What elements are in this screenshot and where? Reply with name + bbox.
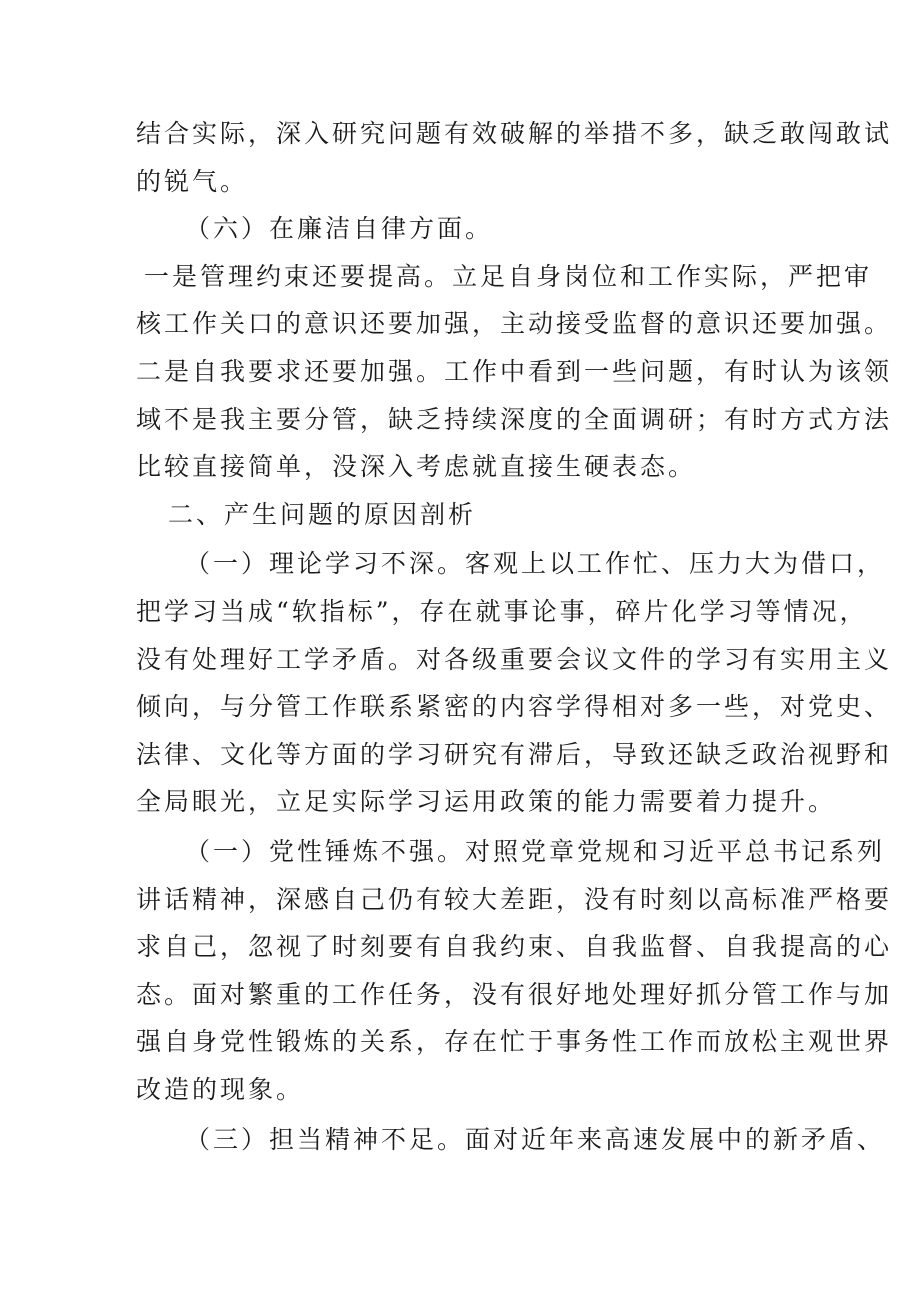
text-line: 核工作关口的意识还要加强，主动接受监督的意识还要加强。 xyxy=(136,309,893,338)
text-line: 求自己，忽视了时刻要有自我约束、自我监督、自我提高的心 xyxy=(136,932,893,961)
text-line: 的锐气。 xyxy=(136,167,249,196)
text-line: 全局眼光，立足实际学习运用政策的能力需要着力提升。 xyxy=(136,787,837,816)
text-line: （一）党性锤炼不强。对照党章党规和习近平总书记系列 xyxy=(185,837,886,866)
section-heading: （六）在廉洁自律方面。 xyxy=(185,214,494,243)
text-line: 把学习当成“软指标”，存在就事论事，碎片化学习等情况， xyxy=(136,597,868,626)
text-line: 态。面对繁重的工作任务，没有很好地处理好抓分管工作与加 xyxy=(136,980,893,1009)
text-line: 域不是我主要分管，缺乏持续深度的全面调研；有时方式方法 xyxy=(136,405,893,434)
text-line: 二是自我要求还要加强。工作中看到一些问题，有时认为该领 xyxy=(136,357,893,386)
text-line: 强自身党性锻炼的关系，存在忙于事务性工作而放松主观世界 xyxy=(136,1027,893,1056)
chapter-heading: 二、产生问题的原因剖析 xyxy=(168,500,477,529)
text-line: 讲话精神，深感自己仍有较大差距，没有时刻以高标准严格要 xyxy=(136,885,893,914)
text-line: 结合实际，深入研究问题有效破解的举措不多，缺乏敢闯敢试 xyxy=(136,119,893,148)
text-line: 一是管理约束还要提高。立足自身岗位和工作实际，严把审 xyxy=(144,262,873,291)
text-line: 比较直接简单，没深入考虑就直接生硬表态。 xyxy=(136,452,697,481)
text-line: （一）理论学习不深。客观上以工作忙、压力大为借口， xyxy=(185,549,886,578)
text-line: 法律、文化等方面的学习研究有滞后，导致还缺乏政治视野和 xyxy=(136,740,893,769)
text-line: （三）担当精神不足。面对近年来高速发展中的新矛盾、 xyxy=(185,1125,886,1154)
text-line: 没有处理好工学矛盾。对各级重要会议文件的学习有实用主义 xyxy=(136,645,893,674)
text-line: 改造的现象。 xyxy=(136,1075,305,1104)
text-line: 倾向，与分管工作联系紧密的内容学得相对多一些，对党史、 xyxy=(136,692,893,721)
